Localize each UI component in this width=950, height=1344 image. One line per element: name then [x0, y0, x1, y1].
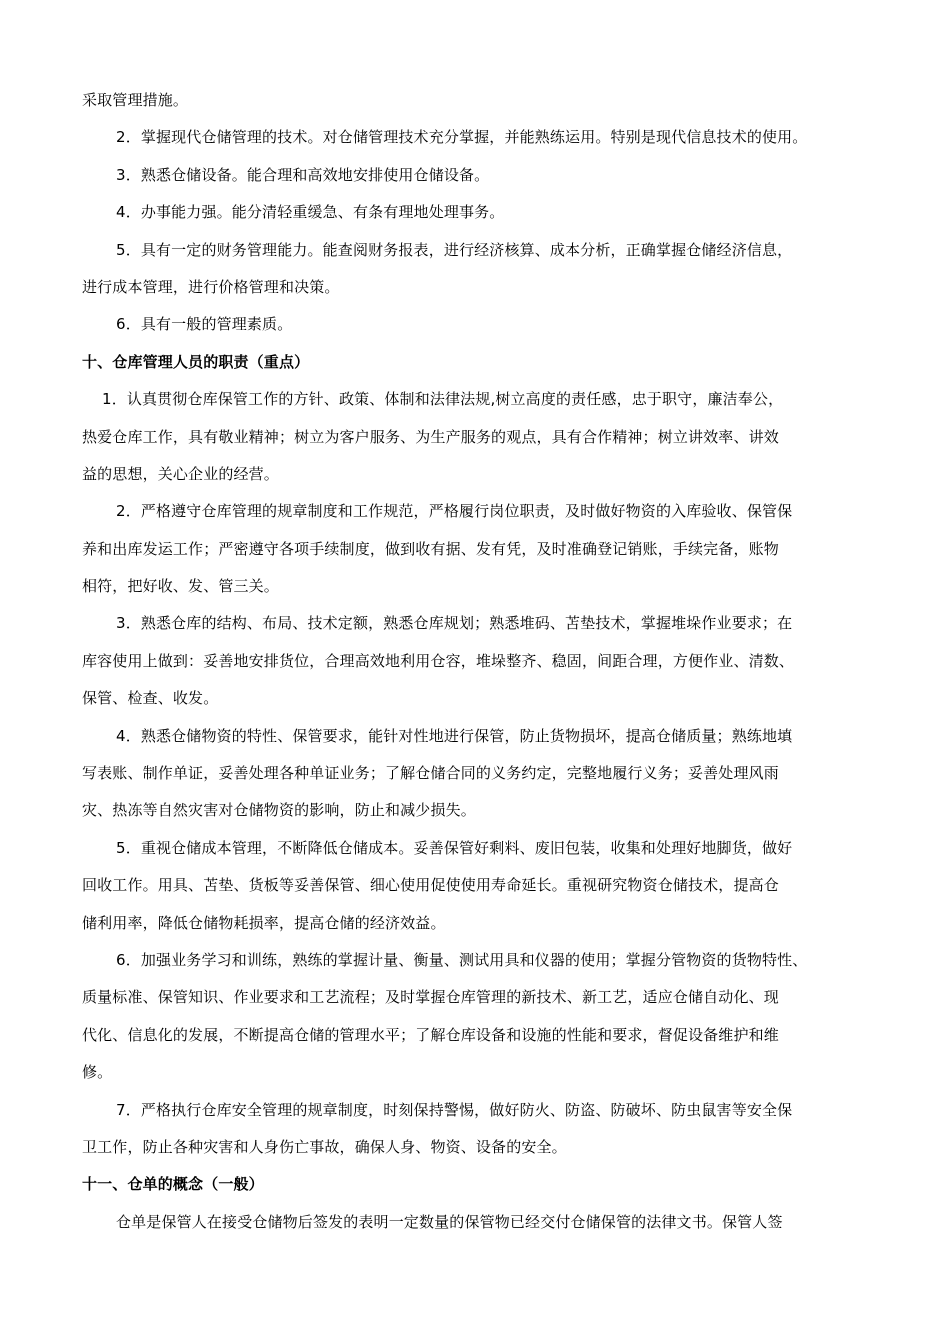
- text-line: 仓单是保管人在接受仓储物后签发的表明一定数量的保管物已经交付仓储保管的法律文书。保管人签: [116, 1212, 783, 1231]
- text-line: 卫工作，防止各种灾害和人身伤亡事故，确保人身、物资、设备的安全。: [82, 1137, 567, 1156]
- text-line: 代化、信息化的发展，不断提高仓储的管理水平；了解仓库设备和设施的性能和要求，督促设备维护和维: [82, 1025, 779, 1044]
- section-heading: 十一、仓单的概念（一般）: [82, 1175, 264, 1194]
- text-line: 2．严格遵守仓库管理的规章制度和工作规范，严格履行岗位职责，及时做好物资的入库验收、保管保: [116, 502, 793, 521]
- text-line: 2．掌握现代仓储管理的技术。对仓储管理技术充分掌握，并能熟练运用。特别是现代信息技术的使用。: [116, 128, 808, 147]
- text-line: 6．加强业务学习和训练，熟练的掌握计量、衡量、测试用具和仪器的使用；掌握分管物资的货物特性、: [116, 950, 808, 969]
- text-line: 1．认真贯彻仓库保管工作的方针、政策、体制和法律法规,树立高度的责任感，忠于职守，廉洁奉公，: [102, 390, 784, 409]
- text-line: 进行成本管理，进行价格管理和决策。: [82, 277, 340, 296]
- section-heading: 十、仓库管理人员的职责（重点）: [82, 352, 310, 371]
- text-line: 采取管理措施。: [82, 91, 189, 109]
- text-line: 保管、检查、收发。: [82, 689, 219, 708]
- text-line: 储利用率，降低仓储物耗损率，提高仓储的经济效益。: [82, 913, 446, 932]
- text-line: 质量标准、保管知识、作业要求和工艺流程；及时掌握仓库管理的新技术、新工艺，适应仓储自动化、现: [82, 988, 779, 1007]
- text-line: 相符，把好收、发、管三关。: [82, 577, 279, 596]
- text-line: 3．熟悉仓储设备。能合理和高效地安排使用仓储设备。: [116, 165, 490, 184]
- text-line: 库容使用上做到：妥善地安排货位，合理高效地利用仓容，堆垛整齐、稳固，间距合理，方便作业、清数、: [82, 651, 795, 670]
- text-line: 5．具有一定的财务管理能力。能查阅财务报表，进行经济核算、成本分析，正确掌握仓储经济信息，: [116, 240, 793, 259]
- text-line: 4．熟悉仓储物资的特性、保管要求，能针对性地进行保管，防止货物损坏，提高仓储质量；熟练地填: [116, 726, 793, 745]
- text-line: 6．具有一般的管理素质。: [116, 315, 293, 334]
- document-page: [82, 82, 882, 1241]
- text-line: 回收工作。用具、苫垫、货板等妥善保管、细心使用促使使用寿命延长。重视研究物资仓储技术，提高仓: [82, 876, 779, 895]
- text-line: 修。: [82, 1063, 113, 1082]
- text-line: 益的思想，关心企业的经营。: [82, 464, 279, 483]
- text-line: 7．严格执行仓库安全管理的规章制度，时刻保持警惕，做好防火、防盗、防破坏、防虫鼠害等安全保: [116, 1100, 793, 1119]
- text-line: 热爱仓库工作，具有敬业精神；树立为客户服务、为生产服务的观点，具有合作精神；树立讲效率、讲效: [82, 427, 779, 446]
- text-line: 灾、热冻等自然灾害对仓储物资的影响，防止和减少损失。: [82, 801, 476, 820]
- text-line: 4．办事能力强。能分清轻重缓急、有条有理地处理事务。: [116, 203, 505, 222]
- text-line: 5．重视仓储成本管理，不断降低仓储成本。妥善保管好剩料、废旧包装，收集和处理好地脚货，做好: [116, 838, 793, 857]
- text-line: 3．熟悉仓库的结构、布局、技术定额，熟悉仓库规划；熟悉堆码、苫垫技术，掌握堆垛作业要求；在: [116, 614, 793, 633]
- text-line: 养和出库发运工作；严密遵守各项手续制度，做到收有据、发有凭，及时准确登记销账，手续完备，账物: [82, 539, 779, 558]
- text-line: 写表账、制作单证，妥善处理各种单证业务；了解仓储合同的义务约定，完整地履行义务；妥善处理风雨: [82, 764, 779, 783]
